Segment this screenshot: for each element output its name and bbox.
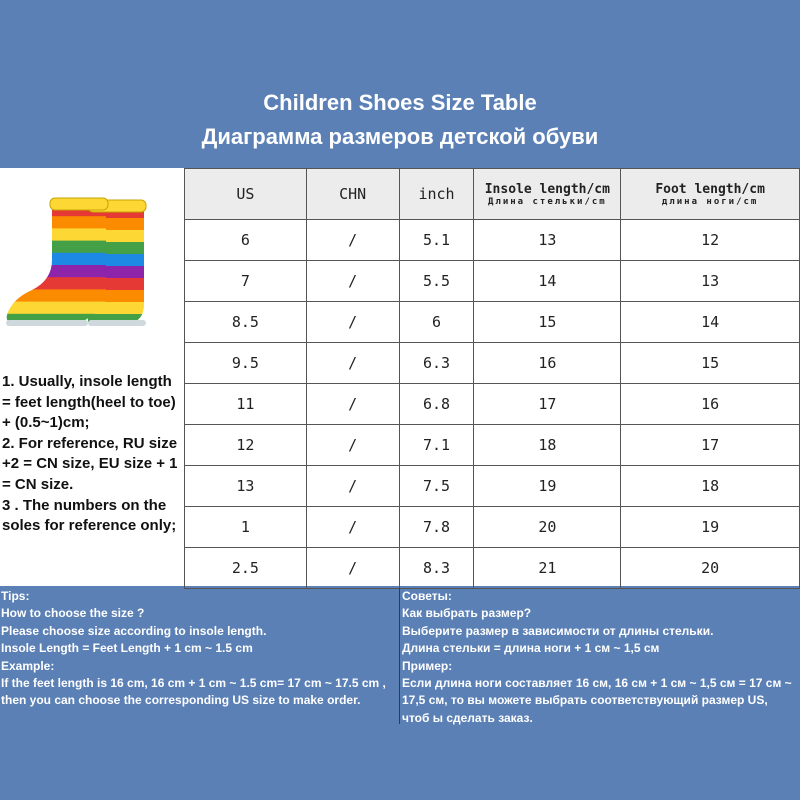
cell-inch: 5.1 bbox=[399, 220, 474, 261]
header-insole-ru: Длина стельки/cm bbox=[488, 196, 607, 207]
cell-chn: / bbox=[306, 507, 399, 548]
cell-foot: 18 bbox=[621, 466, 800, 507]
header-us: US bbox=[185, 169, 307, 220]
header-foot-ru: длина ноги/cm bbox=[661, 196, 759, 207]
table-row bbox=[185, 261, 800, 302]
cell-foot: 17 bbox=[621, 425, 800, 466]
cell-insole: 14 bbox=[474, 261, 621, 302]
cell-us: 7 bbox=[185, 261, 307, 302]
rainbow-boots-image bbox=[4, 196, 172, 336]
cell-us: 8.5 bbox=[185, 302, 307, 343]
cell-chn: / bbox=[306, 466, 399, 507]
cell-inch: 6 bbox=[399, 302, 474, 343]
tips-en-line: How to choose the size ? bbox=[1, 606, 145, 621]
cell-chn: / bbox=[306, 384, 399, 425]
table-row bbox=[185, 384, 800, 425]
notes bbox=[2, 372, 184, 537]
cell-inch: 8.3 bbox=[399, 548, 474, 589]
title-en: Children Shoes Size Table bbox=[263, 90, 537, 115]
cell-chn: / bbox=[306, 261, 399, 302]
cell-insole: 18 bbox=[474, 425, 621, 466]
tips-ru-line: Длина стельки = длина ноги + 1 см ~ 1,5 см bbox=[402, 641, 660, 656]
tips-ru-line: Пример: bbox=[402, 658, 453, 673]
header-insole-en: Insole length/cm bbox=[484, 181, 610, 197]
note-2: 2. For reference, RU size +2 = CN size, EU size + 1 = CN size. bbox=[2, 434, 178, 493]
cell-us: 2.5 bbox=[185, 548, 307, 589]
note-3: 3 . The numbers on the soles for reference only; bbox=[2, 496, 177, 535]
tips-english bbox=[1, 588, 395, 710]
table-row bbox=[185, 302, 800, 343]
title-ru: Диаграмма размеров детской обуви bbox=[201, 124, 599, 149]
cell-foot: 15 bbox=[621, 343, 800, 384]
cell-chn: / bbox=[306, 548, 399, 589]
cell-chn: / bbox=[306, 343, 399, 384]
size-chart-panel bbox=[0, 168, 800, 586]
cell-foot: 12 bbox=[621, 220, 800, 261]
table-row bbox=[185, 548, 800, 589]
cell-us: 11 bbox=[185, 384, 307, 425]
tips-russian bbox=[402, 588, 798, 727]
cell-inch: 6.3 bbox=[399, 343, 474, 384]
header-chn: CHN bbox=[306, 169, 399, 220]
tips-en-line: If the feet length is 16 cm, 16 cm + 1 cm ~ 1.5 cm= 17 cm ~ 17.5 cm , then you can choose the corresponding US size to make order. bbox=[1, 676, 386, 708]
cell-inch: 7.5 bbox=[399, 466, 474, 507]
tips-ru-line: Как выбрать размер? bbox=[402, 606, 532, 621]
cell-chn: / bbox=[306, 425, 399, 466]
cell-inch: 6.8 bbox=[399, 384, 474, 425]
left-column bbox=[0, 168, 184, 586]
cell-us: 12 bbox=[185, 425, 307, 466]
cell-us: 13 bbox=[185, 466, 307, 507]
tips-en-line: Insole Length = Feet Length + 1 cm ~ 1.5 cm bbox=[1, 641, 253, 656]
table-header-row bbox=[185, 169, 800, 220]
table-row bbox=[185, 425, 800, 466]
cell-us: 9.5 bbox=[185, 343, 307, 384]
cell-insole: 21 bbox=[474, 548, 621, 589]
cell-us: 6 bbox=[185, 220, 307, 261]
cell-insole: 20 bbox=[474, 507, 621, 548]
cell-foot: 20 bbox=[621, 548, 800, 589]
cell-foot: 13 bbox=[621, 261, 800, 302]
cell-foot: 19 bbox=[621, 507, 800, 548]
cell-inch: 5.5 bbox=[399, 261, 474, 302]
cell-us: 1 bbox=[185, 507, 307, 548]
cell-insole: 13 bbox=[474, 220, 621, 261]
header-inch: inch bbox=[399, 169, 474, 220]
cell-chn: / bbox=[306, 302, 399, 343]
cell-foot: 16 bbox=[621, 384, 800, 425]
tips-ru-line: Если длина ноги составляет 16 см, 16 см + 1 см ~ 1,5 см = 17 см ~ 17,5 см, то вы можете выбрать соответствующий размер US, чтоб ы сделать заказ. bbox=[402, 676, 792, 725]
cell-insole: 19 bbox=[474, 466, 621, 507]
tips-ru-line: Советы: bbox=[402, 589, 452, 603]
cell-inch: 7.8 bbox=[399, 507, 474, 548]
cell-inch: 7.1 bbox=[399, 425, 474, 466]
table-row bbox=[185, 466, 800, 507]
header-insole bbox=[474, 169, 621, 220]
size-table bbox=[184, 168, 800, 589]
tips-divider bbox=[399, 588, 400, 724]
cell-insole: 15 bbox=[474, 302, 621, 343]
tips-en-line: Tips: bbox=[1, 589, 30, 603]
tips-en-line: Example: bbox=[1, 658, 55, 673]
table-row bbox=[185, 220, 800, 261]
tips-en-line: Please choose size according to insole length. bbox=[1, 623, 267, 638]
cell-chn: / bbox=[306, 220, 399, 261]
header-foot bbox=[621, 169, 800, 220]
table-row bbox=[185, 343, 800, 384]
cell-foot: 14 bbox=[621, 302, 800, 343]
cell-insole: 17 bbox=[474, 384, 621, 425]
table-row bbox=[185, 507, 800, 548]
note-1: 1. Usually, insole length = feet length(heel to toe) + (0.5~1)cm; bbox=[2, 373, 176, 432]
cell-insole: 16 bbox=[474, 343, 621, 384]
header-foot-en: Foot length/cm bbox=[655, 181, 765, 197]
tips-ru-line: Выберите размер в зависимости от длины стельки. bbox=[402, 623, 714, 638]
